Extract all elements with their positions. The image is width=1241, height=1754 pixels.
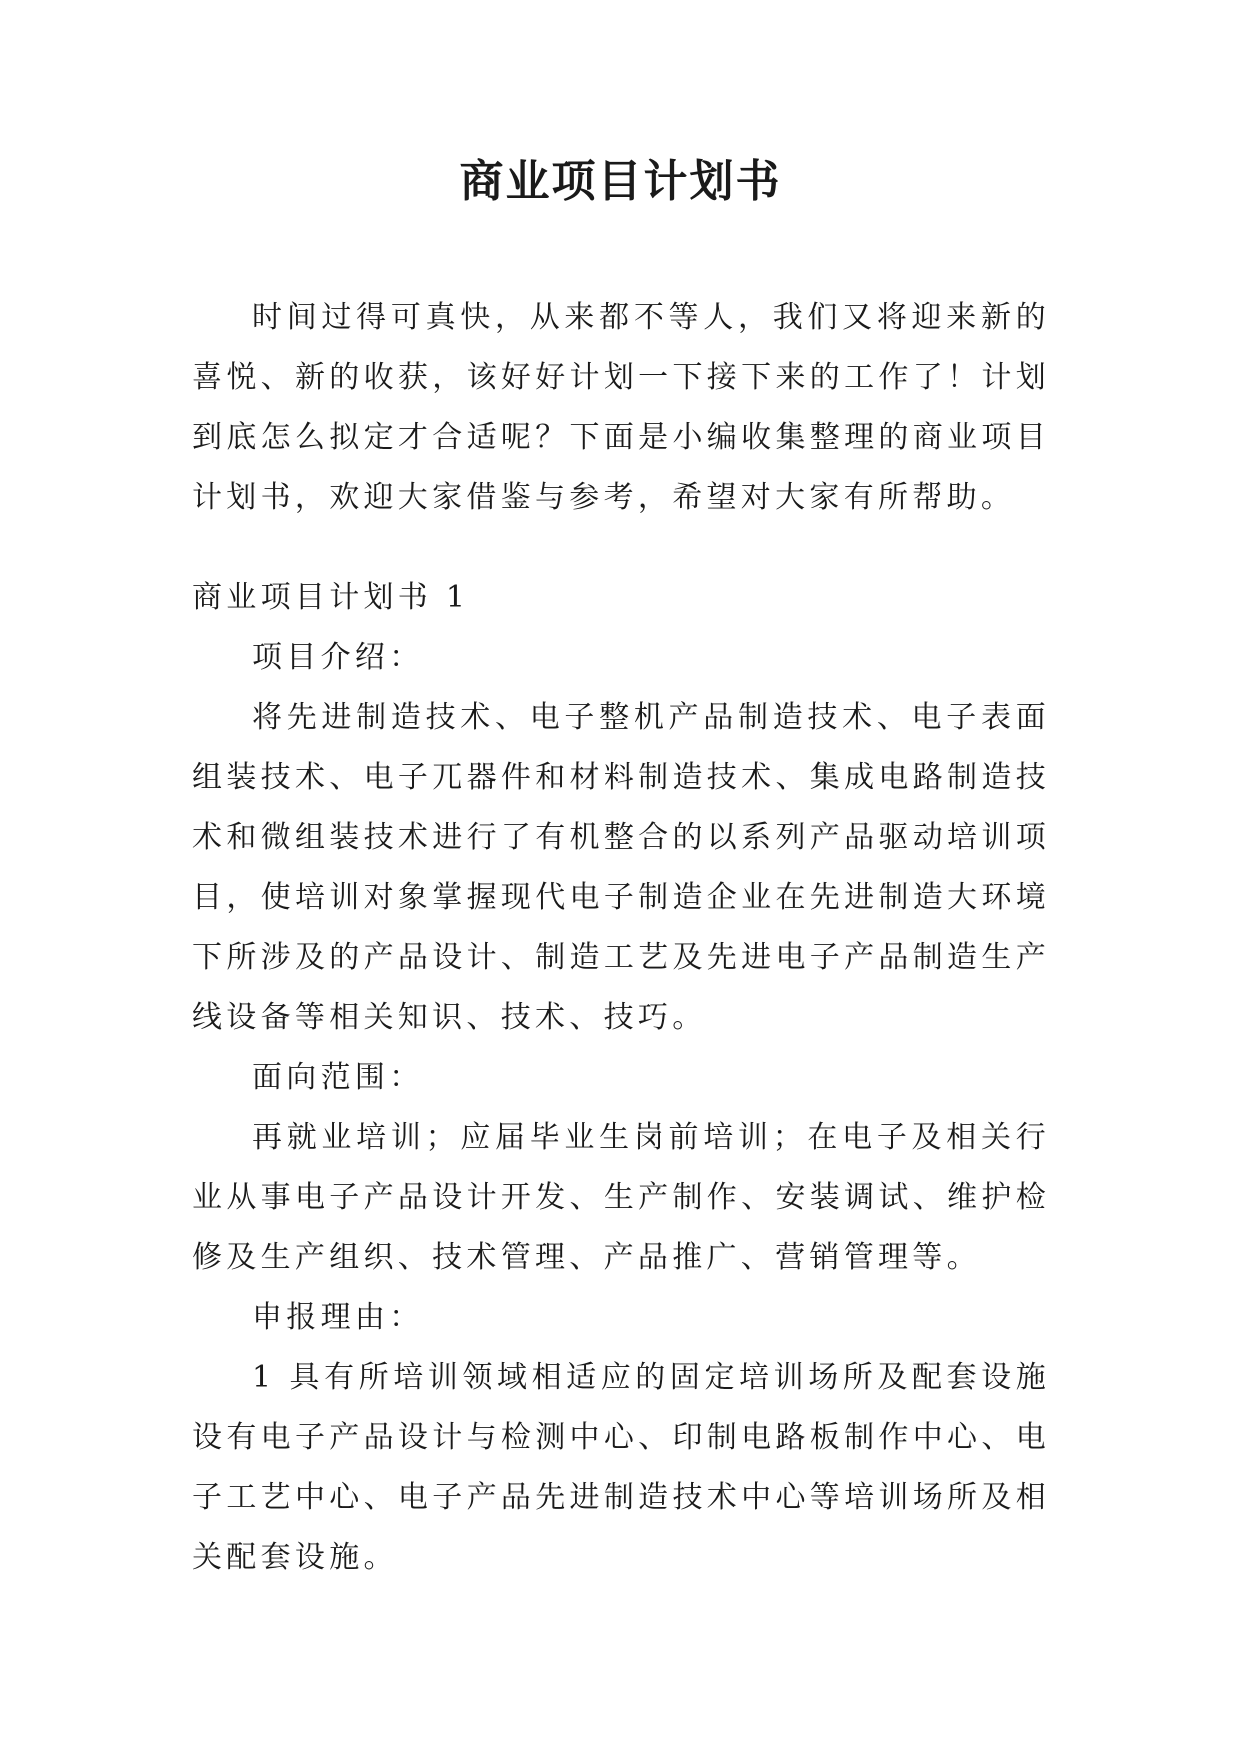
reason-text: 1 具有所培训领域相适应的固定培训场所及配套设施设有电子产品设计与检测中心、印制电路板制作中心、电子工艺中心、电子产品先进制造技术中心等培训场所及相关配套设施。 xyxy=(192,1360,1050,1575)
document-body xyxy=(192,288,1050,1588)
project-intro-text: 将先进制造技术、电子整机产品制造技术、电子表面组装技术、电子兀器件和材料制造技术、集成电路制造技术和微组装技术进行了有机整合的以系列产品驱动培训项目，使培训对象掌握现代电子制造企业在先进制造大环境下所涉及的产品设计、制造工艺及先进电子产品制造生产线设备等相关知识、技术、技巧。 xyxy=(192,700,1050,1035)
scope-text: 再就业培训；应届毕业生岗前培训；在电子及相关行业从事电子产品设计开发、生产制作、安装调试、维护检修及生产组织、技术管理、产品推广、营销管理等。 xyxy=(192,1120,1050,1275)
project-intro-label: 项目介绍： xyxy=(252,640,424,675)
scope-label: 面向范围： xyxy=(252,1060,424,1095)
intro-paragraph: 时间过得可真快，从来都不等人，我们又将迎来新的喜悦、新的收获，该好好计划一下接下来的工作了！计划到底怎么拟定才合适呢？下面是小编收集整理的商业项目计划书，欢迎大家借鉴与参考，希望对大家有所帮助。 xyxy=(192,300,1050,515)
document-title: 商业项目计划书 xyxy=(459,156,782,207)
section-heading: 商业项目计划书 1 xyxy=(192,580,470,615)
reason-label: 申报理由： xyxy=(252,1300,424,1335)
paragraph-gap xyxy=(192,528,1050,568)
